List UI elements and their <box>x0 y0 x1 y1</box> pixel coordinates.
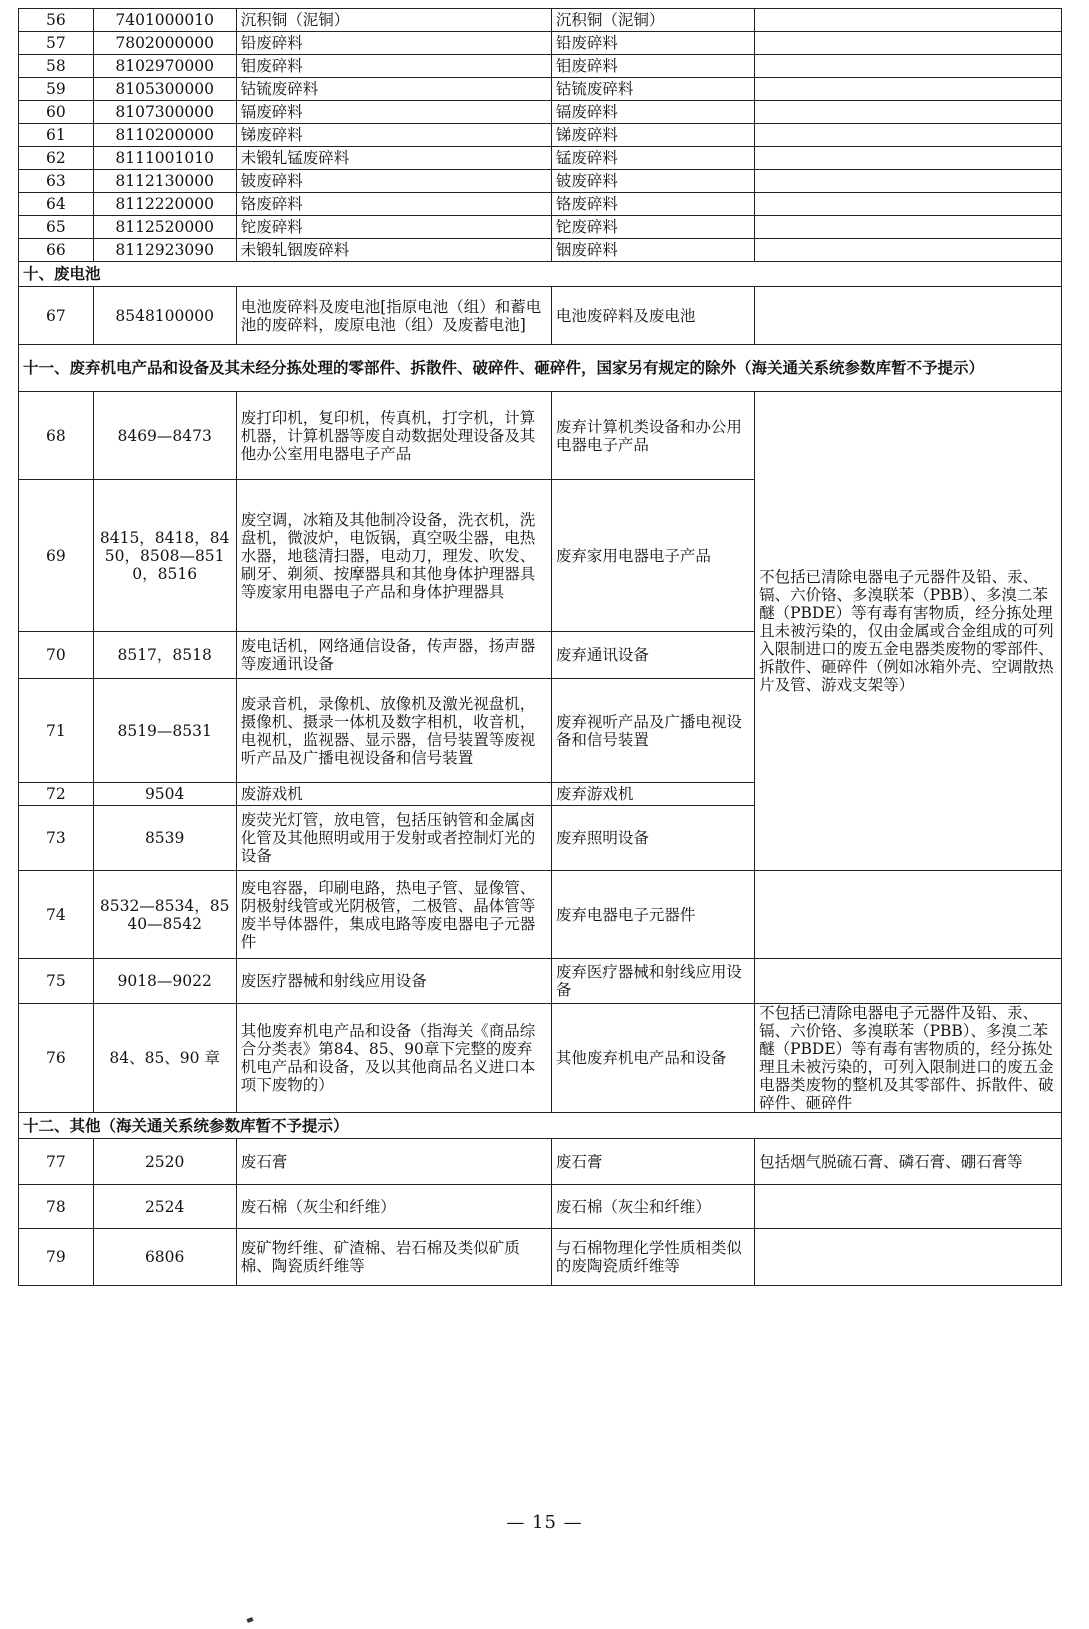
waste-name-cell: 其他废弃机电产品和设备（指海关《商品综合分类表》第84、85、90章下完整的废弃机电产品和设备，及以其他商品名义进口本项下废物的） <box>236 1004 551 1113</box>
item-number-cell: 58 <box>19 55 94 78</box>
remark-cell <box>755 1229 1062 1286</box>
item-number-cell: 63 <box>19 170 94 193</box>
section-row <box>19 345 1062 392</box>
item-number-cell: 70 <box>19 632 94 679</box>
waste-name-cell: 废电话机，网络通信设备，传声器，扬声器等废通讯设备 <box>236 632 551 679</box>
item-number-cell: 71 <box>19 679 94 783</box>
table-row <box>19 124 1062 147</box>
item-number-cell: 56 <box>19 9 94 32</box>
table-row <box>19 871 1062 959</box>
item-number-cell: 61 <box>19 124 94 147</box>
short-name-cell: 废弃视听产品及广播电视设备和信号装置 <box>551 679 754 783</box>
customs-code-cell: 9504 <box>93 783 236 806</box>
waste-name-cell: 废石膏 <box>236 1139 551 1185</box>
section-heading: 十二、其他（海关通关系统参数库暂不予提示） <box>19 1113 1062 1139</box>
waste-name-cell: 废石棉（灰尘和纤维） <box>236 1185 551 1229</box>
item-number-cell: 59 <box>19 78 94 101</box>
remark-cell <box>755 959 1062 1004</box>
item-number-cell: 75 <box>19 959 94 1004</box>
short-name-cell: 废弃家用电器电子产品 <box>551 480 754 632</box>
short-name-cell: 废弃医疗器械和射线应用设备 <box>551 959 754 1004</box>
short-name-cell: 废弃通讯设备 <box>551 632 754 679</box>
remark-cell <box>755 193 1062 216</box>
customs-code-cell: 2524 <box>93 1185 236 1229</box>
waste-name-cell: 钼废碎料 <box>236 55 551 78</box>
customs-code-cell: 8469—8473 <box>93 392 236 480</box>
item-number-cell: 64 <box>19 193 94 216</box>
item-number-cell: 62 <box>19 147 94 170</box>
waste-name-cell: 铍废碎料 <box>236 170 551 193</box>
short-name-cell: 废石膏 <box>551 1139 754 1185</box>
customs-code-cell: 8105300000 <box>93 78 236 101</box>
short-name-cell: 废石棉（灰尘和纤维） <box>551 1185 754 1229</box>
table-row <box>19 287 1062 345</box>
waste-name-cell: 废游戏机 <box>236 783 551 806</box>
short-name-cell: 锑废碎料 <box>551 124 754 147</box>
table-row <box>19 392 1062 480</box>
section-heading: 十一、废弃机电产品和设备及其未经分拣处理的零部件、拆散件、破碎件、砸碎件，国家另有规定的除外（海关通关系统参数库暂不予提示） <box>19 345 1062 392</box>
waste-name-cell: 铊废碎料 <box>236 216 551 239</box>
remark-cell <box>755 147 1062 170</box>
item-number-cell: 57 <box>19 32 94 55</box>
customs-code-cell: 8110200000 <box>93 124 236 147</box>
customs-code-cell: 8517，8518 <box>93 632 236 679</box>
remark-cell <box>755 287 1062 345</box>
item-number-cell: 77 <box>19 1139 94 1185</box>
customs-code-cell: 8112520000 <box>93 216 236 239</box>
short-name-cell: 废弃电器电子元器件 <box>551 871 754 959</box>
waste-name-cell: 未锻轧锰废碎料 <box>236 147 551 170</box>
short-name-cell: 沉积铜（泥铜） <box>551 9 754 32</box>
remark-cell: 不包括已清除电器电子元器件及铅、汞、镉、六价铬、多溴联苯（PBB）、多溴二苯醚（PBDE）等有毒有害物质，经分拣处理且未被污染的，仅由金属或合金组成的可列入限制进口的废五金电器类废物的零部件、拆散件、砸碎件（例如冰箱外壳、空调散热片及管、游戏支架等） <box>755 392 1062 871</box>
customs-code-cell: 7802000000 <box>93 32 236 55</box>
short-name-cell: 与石棉物理化学性质相类似的废陶瓷质纤维等 <box>551 1229 754 1286</box>
item-number-cell: 60 <box>19 101 94 124</box>
customs-code-cell: 8548100000 <box>93 287 236 345</box>
table-row <box>19 216 1062 239</box>
remark-cell <box>755 9 1062 32</box>
waste-name-cell: 废荧光灯管，放电管，包括压钠管和金属卤化管及其他照明或用于发射或者控制灯光的设备 <box>236 806 551 871</box>
item-number-cell: 76 <box>19 1004 94 1113</box>
customs-code-cell: 8102970000 <box>93 55 236 78</box>
remark-cell <box>755 1185 1062 1229</box>
table-row <box>19 193 1062 216</box>
remark-cell <box>755 170 1062 193</box>
remark-cell <box>755 55 1062 78</box>
short-name-cell: 铍废碎料 <box>551 170 754 193</box>
short-name-cell: 钼废碎料 <box>551 55 754 78</box>
remark-cell <box>755 78 1062 101</box>
remark-cell <box>755 871 1062 959</box>
short-name-cell: 铬废碎料 <box>551 193 754 216</box>
table-row <box>19 32 1062 55</box>
waste-name-cell: 废录音机，录像机、放像机及激光视盘机，摄像机、摄录一体机及数字相机，收音机，电视机，监视器、显示器，信号装置等废视听产品及广播电视设备和信号装置 <box>236 679 551 783</box>
customs-code-cell: 8112130000 <box>93 170 236 193</box>
remark-cell: 不包括已清除电器电子元器件及铅、汞、镉、六价铬、多溴联苯（PBB）、多溴二苯醚（PBDE）等有毒有害物质的，经分拣处理且未被污染的，可列入限制进口的废五金电器类废物的整机及其零部件、拆散件、破碎件、砸碎件 <box>755 1004 1062 1113</box>
short-name-cell: 镉废碎料 <box>551 101 754 124</box>
short-name-cell: 钴锍废碎料 <box>551 78 754 101</box>
table-row <box>19 55 1062 78</box>
table-row <box>19 9 1062 32</box>
table-row <box>19 1185 1062 1229</box>
customs-code-cell: 8532—8534，8540—8542 <box>93 871 236 959</box>
item-number-cell: 67 <box>19 287 94 345</box>
customs-code-cell: 2520 <box>93 1139 236 1185</box>
item-number-cell: 65 <box>19 216 94 239</box>
table-row <box>19 959 1062 1004</box>
short-name-cell: 电池废碎料及废电池 <box>551 287 754 345</box>
remark-cell <box>755 32 1062 55</box>
item-number-cell: 74 <box>19 871 94 959</box>
customs-code-cell: 8519—8531 <box>93 679 236 783</box>
customs-code-cell: 8415，8418，8450，8508—8510，8516 <box>93 480 236 632</box>
waste-name-cell: 沉积铜（泥铜） <box>236 9 551 32</box>
short-name-cell: 锰废碎料 <box>551 147 754 170</box>
short-name-cell: 废弃照明设备 <box>551 806 754 871</box>
short-name-cell: 铊废碎料 <box>551 216 754 239</box>
customs-code-cell: 7401000010 <box>93 9 236 32</box>
item-number-cell: 73 <box>19 806 94 871</box>
waste-name-cell: 废医疗器械和射线应用设备 <box>236 959 551 1004</box>
section-row <box>19 1113 1062 1139</box>
section-heading: 十、废电池 <box>19 262 1062 287</box>
waste-name-cell: 铬废碎料 <box>236 193 551 216</box>
item-number-cell: 68 <box>19 392 94 480</box>
short-name-cell: 废弃计算机类设备和办公用电器电子产品 <box>551 392 754 480</box>
table-row <box>19 170 1062 193</box>
customs-code-cell: 8111001010 <box>93 147 236 170</box>
customs-code-cell: 8112220000 <box>93 193 236 216</box>
table-row <box>19 239 1062 262</box>
item-number-cell: 79 <box>19 1229 94 1286</box>
short-name-cell: 铅废碎料 <box>551 32 754 55</box>
waste-catalog-table <box>18 8 1062 1286</box>
waste-name-cell: 废电容器，印刷电路，热电子管、显像管、阴极射线管或光阴极管，二极管、晶体管等废半导体器件，集成电路等废电器电子元器件 <box>236 871 551 959</box>
waste-name-cell: 钴锍废碎料 <box>236 78 551 101</box>
remark-cell <box>755 216 1062 239</box>
waste-name-cell: 废空调，冰箱及其他制冷设备，洗衣机，洗盘机，微波炉，电饭锅，真空吸尘器，电热水器，地毯清扫器，电动刀，理发、吹发、刷牙、剃须、按摩器具和其他身体护理器具等废家用电器电子产品和身体护理器具 <box>236 480 551 632</box>
customs-code-cell: 9018—9022 <box>93 959 236 1004</box>
item-number-cell: 78 <box>19 1185 94 1229</box>
table-row <box>19 101 1062 124</box>
short-name-cell: 铟废碎料 <box>551 239 754 262</box>
table-row <box>19 1004 1062 1113</box>
remark-cell: 包括烟气脱硫石膏、磷石膏、硼石膏等 <box>755 1139 1062 1185</box>
customs-code-cell: 84、85、90 章 <box>93 1004 236 1113</box>
page-number: — 15 — <box>506 1512 583 1533</box>
waste-name-cell: 废打印机，复印机，传真机，打字机，计算机器，计算机器等废自动数据处理设备及其他办公室用电器电子产品 <box>236 392 551 480</box>
scan-mark <box>246 1617 253 1623</box>
customs-code-cell: 6806 <box>93 1229 236 1286</box>
waste-name-cell: 锑废碎料 <box>236 124 551 147</box>
section-row <box>19 262 1062 287</box>
short-name-cell: 其他废弃机电产品和设备 <box>551 1004 754 1113</box>
table-row <box>19 1139 1062 1185</box>
customs-code-cell: 8539 <box>93 806 236 871</box>
remark-cell <box>755 124 1062 147</box>
waste-name-cell: 未锻轧铟废碎料 <box>236 239 551 262</box>
table-row <box>19 147 1062 170</box>
waste-name-cell: 铅废碎料 <box>236 32 551 55</box>
item-number-cell: 69 <box>19 480 94 632</box>
item-number-cell: 66 <box>19 239 94 262</box>
remark-cell <box>755 239 1062 262</box>
item-number-cell: 72 <box>19 783 94 806</box>
short-name-cell: 废弃游戏机 <box>551 783 754 806</box>
waste-name-cell: 电池废碎料及废电池[指原电池（组）和蓄电池的废碎料，废原电池（组）及废蓄电池] <box>236 287 551 345</box>
customs-code-cell: 8107300000 <box>93 101 236 124</box>
waste-name-cell: 镉废碎料 <box>236 101 551 124</box>
remark-cell <box>755 101 1062 124</box>
customs-code-cell: 8112923090 <box>93 239 236 262</box>
waste-name-cell: 废矿物纤维、矿渣棉、岩石棉及类似矿质棉、陶瓷质纤维等 <box>236 1229 551 1286</box>
table-row <box>19 1229 1062 1286</box>
table-row <box>19 78 1062 101</box>
